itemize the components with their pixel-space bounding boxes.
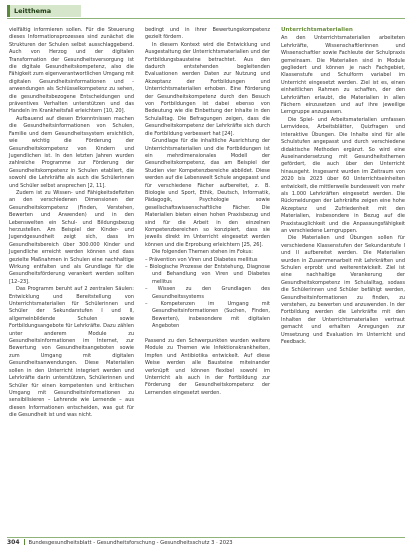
list-item: – Wissen zu den Grundlagen des Gesundheitssystems [145, 286, 270, 300]
column-3 [281, 27, 405, 346]
paragraph: An den Unterrichtsmaterialien arbeiteten Lehrkräfte, Wissenschaftlerinnen und Wissenschaftler sowie Fachleute der Schulpraxis gemeinsam. Die Materialien sind in Module gegliedert und können je nach Fachgebiet, Klassenstufe und Schulform variabel im Unterricht eingesetzt werden. Ziel ist es, einen einheitlichen Rahmen zu schaffen, der den Lehrkräften erlaubt, die Materialien in allen Fächern einzusetzen und auf ihre jeweilige Lerngruppe anzupassen. [281, 35, 405, 116]
paragraph: vielfältig informieren sollen. Für die Steuerung dieses Informationsprozesses sind zunächst die Strukturen der Schulen selbst ausschlaggebend. Auch von Herzog und der digitalen Transformation der Gesundheitsversorgung ist die digitale Gesundheitskompetenz, also die Fähigkeit zum eigenverantwortlichen Umgang mit digitalen Gesundheitsinformationen und -anwendungen als Schlüsselkompetenz zu sehen, die gesundheitsbezogene Entscheidungen und präventives Verhalten unterstützen und das Handeln im Krankheitsfall erleichtern [10, 20]. [9, 27, 134, 115]
section-tag: Leitthema [7, 5, 81, 17]
list-item: – Prävention von Viren und Diabetes mellitus [145, 256, 258, 263]
section-heading: Unterrichtsmaterialien [281, 27, 353, 33]
column-2 [145, 27, 270, 397]
list-item: – Biologische Prozesse der Entstehung, Diagnose und Behandlung von Viren und Diabetes mellitus [145, 264, 270, 285]
paragraph: Passend zu den Schwerpunkten wurden weitere Module zu Themen wie Infektionskrankheiten, Impfen und Antibiotika entwickelt. Auf diese Weise werden alle Bausteine miteinander verknüpft und können flexibel sowohl im Unterricht als auch in der Fortbildung zur Förderung der Gesundheitskompetenz der Lernenden eingesetzt werden. [145, 338, 270, 396]
journal-citation: Bundesgesundheitsblatt - Gesundheitsforschung - Gesundheitsschutz 3 · 2023 [28, 540, 233, 546]
list-item: – Kompetenzen im Umgang mit Gesundheitsinformationen (Suchen, Finden, Bewerten), insbesondere mit digitalen Angeboten [145, 301, 270, 330]
paragraph: Grundlage für die inhaltliche Ausrichtung der Unterrichtsmaterialien und die Fortbildungen ist ein mehrdimensionales Modell der Gesundheitskompetenz, das am Beispiel der Studien vier Kompetenzbereiche abbildet. Diese werden auf die Lebenswelt Schule angepasst und für verschiedene Fächer aufbereitet, z. B. Biologie und Sport, Ethik, Deutsch, Informatik, Pädagogik, Psychologie sowie gesellschaftswissenschaftliche Fächer. Die Materialien bieten einen hohen Praxisbezug und sind für die Arbeit in den einzelnen Kompetenzbereichen so konzipiert, dass sie jeweils direkt im Unterricht eingesetzt werden können und die Erprobung erleichtern [25, 26]. [145, 138, 270, 248]
topic-list [145, 257, 270, 331]
list-header: Die folgenden Themen stehen im Fokus: [152, 249, 253, 256]
paragraph: Aufbauend auf diesen Erkenntnissen machen die Gesundheitsinformationen von Schulen, Familie und dem Gesundheitssystem ersichtlich, wie wichtig die Förderung der Gesundheitskompetenz von Kindern und Jugendlichen ist. In den letzten Jahren wurden zahlreiche Programme zur Förderung der Gesundheitskompetenz in Schulen etabliert, die sowohl die Lehrkräfte als auch die Schülerinnen und Schüler selbst ansprechen [2, 11]. [9, 115, 134, 189]
footer-divider [7, 537, 405, 538]
paragraph: Die Materialien und Übungen sollen für verschiedene Klassenstufen der Sekundarstufe I und II aufbereitet werden. Die Materialien wurden in Zusammenarbeit mit Lehrkräften und Schulen erprobt und weiterentwickelt. Ziel ist eine nachhaltige Verankerung der Gesundheitskompetenz im Schulalltag, sodass die Schülerinnen und Schüler befähigt werden, Gesundheitsinformationen zu finden, zu verstehen, zu bewerten und anzuwenden. In der Fortbildung werden die Lehrkräfte mit den Inhalten der Unterrichtsmaterialien vertraut gemacht und erhalten Anregungen zur Umsetzung und Evaluation im Unterricht und Feedback. [281, 235, 405, 346]
footer-separator [24, 539, 25, 545]
paragraph: Zudem ist zu Wissen- und Fähigkeitsdefiziten an den verschiedenen Dimensionen der Gesundheitskompetenz (Finden, Verstehen, Bewerten und Anwenden) und in den Lebenswelten ein Schul- und Bildungsbezug herzustellen. Am Beispiel der Kinder- und Jugendgesundheit zeigt sich, dass im Gesundheitsbereich über 300.000 Kinder und Jugendliche erreicht werden können und dass gezielte Maßnahmen in Schulen eine nachhaltige Wirkung entfalten und als Grundlage für die Gesundheitsförderung verankert werden sollten [12–23]. [9, 189, 134, 285]
header-divider [7, 18, 405, 19]
column-1 [9, 27, 134, 420]
paragraph: In diesem Kontext wird die Entwicklung und Ausgestaltung der Unterrichtsmaterialien und der Fortbildungsbausteine betrachtet. Aus den dadurch entstehenden begleitenden Evaluationen werden Daten zur Nutzung und Akzeptanz der Fortbildungen und Unterrichtsmaterialien erhoben. Eine Förderung der Gesundheitskompetenz durch den Besuch von Fortbildungen ist dabei ebenso von Bedeutung wie die Einbettung der Inhalte in den Schulalltag. Die Befragungen zeigen, dass die Gesundheitskompetenz der Lehrkräfte sich durch die Fortbildung verbessert hat [24]. [145, 41, 270, 137]
paragraph: Das Programm beruht auf 2 zentralen Säulen: Entwicklung und Bereitstellung von Unterrichtsmaterialien für Schülerinnen und Schüler der Sekundarstufen I und II, allgemeinbildende Schulen sowie Fortbildungsangebote für Lehrkräfte. Dazu zählen unter anderem Module zu Gesundheitsinformationen im Internet, zur Bewertung von Gesundheitsangeboten sowie zum Umgang mit digitalen Gesundheitsanwendungen. Diese Materialien sollen in den Unterricht integriert werden und Lehrkräfte darin unterstützen, Schülerinnen und Schüler für einen kompetenten und kritischen Umgang mit Gesundheitsinformationen zu sensibilisieren – Lehrende wie Lernende – aus diesen Informationen entscheiden, was gut für die Gesundheit ist und was nicht. [9, 286, 134, 419]
page-footer [7, 539, 233, 547]
paragraph: Die Spiel- und Arbeitsmaterialien umfassen Lernvideos, Arbeitsblätter, Quizfragen und interaktive Übungen. Die Inhalte sind für alle Schulstufen angepasst und durch verschiedene didaktische Methoden ergänzt. So wird eine Auseinandersetzung mit Gesundheitsthemen gefördert, die auch über den Unterricht hinausgeht. Insgesamt wurden im Zeitraum von 2020 bis 2023 über 60 Unterrichtseinheiten entwickelt, die mittlerweile bundesweit von mehr als 1.000 Lehrkräften eingesetzt werden. Die Rückmeldungen der Lehrkräfte zeigen eine hohe Akzeptanz und Zufriedenheit mit den Materialien, insbesondere in Bezug auf die Praxistauglichkeit und die Anpassungsfähigkeit an verschiedene Lerngruppen. [281, 116, 405, 234]
paragraph: bedingt und in ihrer Bewertungskompetenz gezielt fördern. [145, 27, 270, 41]
page-number: 304 [7, 539, 20, 546]
